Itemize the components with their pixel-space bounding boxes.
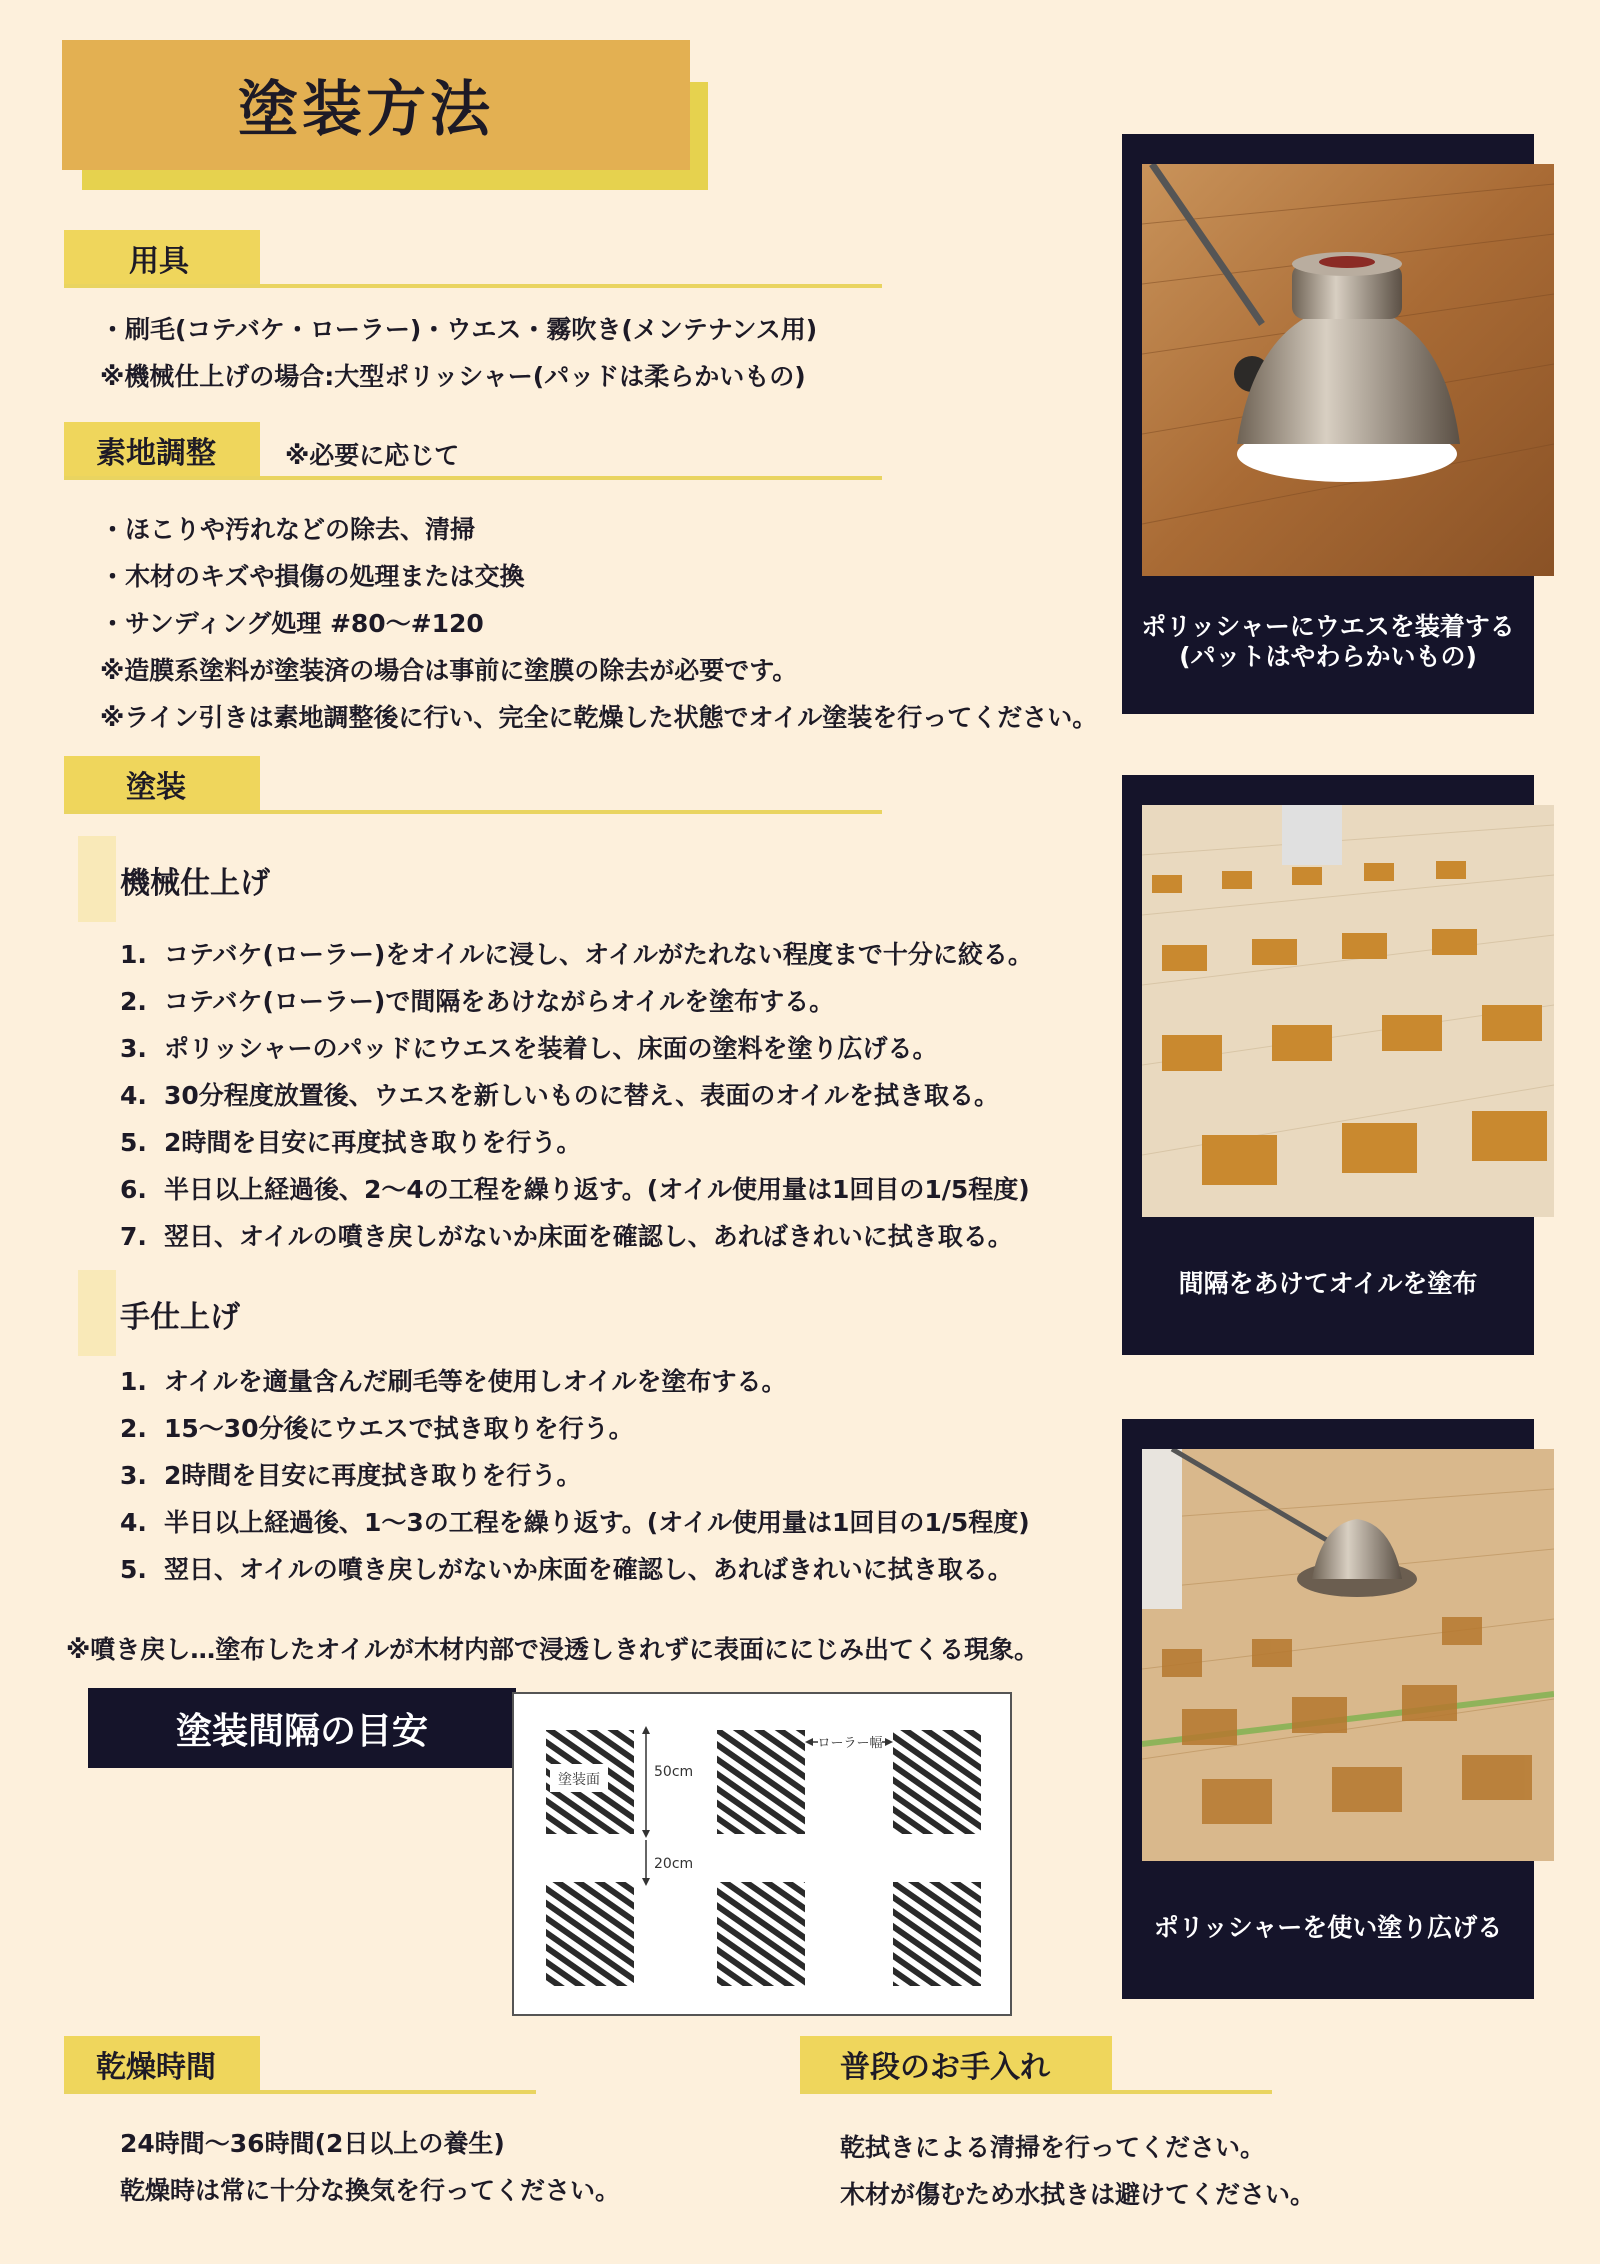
machine-steps (120, 931, 1033, 1260)
drying-text (120, 2120, 620, 2214)
roller-width-label: ローラー幅 (817, 1736, 883, 1751)
care-section-header (800, 2036, 1272, 2094)
arrow-right-icon (885, 1738, 893, 1746)
painted-area (546, 1882, 634, 1986)
spacing-diagram (512, 1692, 1012, 2016)
drying-section-header (64, 2036, 536, 2094)
prep-heading: 素地調整 (64, 422, 260, 478)
care-line: 木材が傷むため水拭きは避けてください。 (840, 2180, 1316, 2209)
spacing-diagram-svg (514, 1694, 1010, 2014)
arrow-up-icon (642, 1726, 650, 1734)
drying-line: 24時間〜36時間(2日以上の養生) (120, 2129, 505, 2158)
photo-panel-spaced-oil (1122, 775, 1534, 1355)
list-item: 1. オイルを適量含んだ刷毛等を使用しオイルを塗布する。 (120, 1367, 787, 1396)
prep-underline (64, 476, 882, 480)
prep-line: ※造膜系塗料が塗装済の場合は事前に塗膜の除去が必要です。 (100, 656, 798, 685)
tools-line: ・刷毛(コテバケ・ローラー)・ウエス・霧吹き(メンテナンス用) (100, 315, 818, 344)
gap-dimension-label: 20cm (654, 1856, 694, 1872)
list-item: 7. 翌日、オイルの噴き戻しがないか床面を確認し、あればきれいに拭き取る。 (120, 1222, 1013, 1251)
list-item: 3. ポリッシャーのパッドにウエスを装着し、床面の塗料を塗り広げる。 (120, 1034, 938, 1063)
prep-note: ※必要に応じて (285, 441, 460, 470)
tools-section-header (64, 230, 882, 288)
list-item: 3. 2時間を目安に再度拭き取りを行う。 (120, 1461, 582, 1490)
prep-line: ・ほこりや汚れなどの除去、清掃 (100, 515, 476, 544)
list-item: 4. 30分程度放置後、ウエスを新しいものに替え、表面のオイルを拭き取る。 (120, 1081, 1000, 1110)
photo-caption: ポリッシャーにウエスを装着する (パットはやわらかいもの) (1141, 612, 1515, 671)
care-line: 乾拭きによる清掃を行ってください。 (840, 2133, 1266, 2162)
height-dimension-label: 50cm (654, 1764, 694, 1780)
machine-heading-deco (78, 836, 116, 922)
footnote: ※噴き戻し…塗布したオイルが木材内部で浸透しきれずに表面ににじみ出てくる現象。 (66, 1635, 1040, 1664)
drying-underline (64, 2090, 536, 2094)
arrow-down-icon (642, 1878, 650, 1886)
spreading-photo (1142, 1449, 1554, 1861)
title-banner (62, 40, 690, 170)
list-item: 2. コテバケ(ローラー)で間隔をあけながらオイルを塗布する。 (120, 987, 835, 1016)
prep-line: ※ライン引きは素地調整後に行い、完全に乾燥した状態でオイル塗装を行ってください。 (100, 703, 1098, 732)
list-item: 5. 2時間を目安に再度拭き取りを行う。 (120, 1128, 582, 1157)
care-underline (800, 2090, 1272, 2094)
tools-line: ※機械仕上げの場合:大型ポリッシャー(パッドは柔らかいもの) (100, 362, 806, 391)
hand-heading: 手仕上げ (120, 1300, 240, 1335)
painted-area (717, 1730, 805, 1834)
prep-line: ・サンディング処理 #80〜#120 (100, 609, 484, 638)
polisher-photo (1142, 164, 1554, 576)
care-text (840, 2124, 1315, 2218)
tools-list (100, 306, 817, 400)
arrow-left-icon (805, 1738, 813, 1746)
photo-caption: 間隔をあけてオイルを塗布 (1178, 1269, 1478, 1298)
hand-steps (120, 1358, 1030, 1593)
list-item: 6. 半日以上経過後、2〜4の工程を繰り返す。(オイル使用量は1回目の1/5程度) (120, 1175, 1030, 1204)
photo-panel-polisher (1122, 134, 1534, 714)
list-item: 2. 15〜30分後にウエスで拭き取りを行う。 (120, 1414, 634, 1443)
painted-area (893, 1730, 981, 1834)
diagram-label: 塗装間隔の目安 (88, 1688, 516, 1768)
care-heading: 普段のお手入れ (800, 2036, 1112, 2092)
list-item: 1. コテバケ(ローラー)をオイルに浸し、オイルがたれない程度まで十分に絞る。 (120, 940, 1033, 969)
list-item: 5. 翌日、オイルの噴き戻しがないか床面を確認し、あればきれいに拭き取る。 (120, 1555, 1013, 1584)
arrow-down-icon (642, 1830, 650, 1838)
page-title: 塗装方法 (238, 75, 494, 145)
photo-caption: ポリッシャーを使い塗り広げる (1153, 1913, 1503, 1942)
painting-underline (64, 810, 882, 814)
hand-heading-deco (78, 1270, 116, 1356)
list-item: 4. 半日以上経過後、1〜3の工程を繰り返す。(オイル使用量は1回目の1/5程度) (120, 1508, 1030, 1537)
drying-heading: 乾燥時間 (64, 2036, 260, 2092)
machine-heading: 機械仕上げ (120, 866, 270, 901)
photo-panel-spreading (1122, 1419, 1534, 1999)
painted-area (717, 1882, 805, 1986)
painted-label: 塗装面 (558, 1772, 600, 1788)
prep-section-header (64, 422, 882, 480)
painted-area (893, 1882, 981, 1986)
tools-heading: 用具 (64, 230, 260, 286)
painting-section-header (64, 756, 882, 814)
prep-list (100, 506, 1097, 741)
painting-heading: 塗装 (64, 756, 260, 812)
spaced-oil-photo (1142, 805, 1554, 1217)
prep-line: ・木材のキズや損傷の処理または交換 (100, 562, 525, 591)
tools-underline (64, 284, 882, 288)
drying-line: 乾燥時は常に十分な換気を行ってください。 (120, 2176, 621, 2205)
